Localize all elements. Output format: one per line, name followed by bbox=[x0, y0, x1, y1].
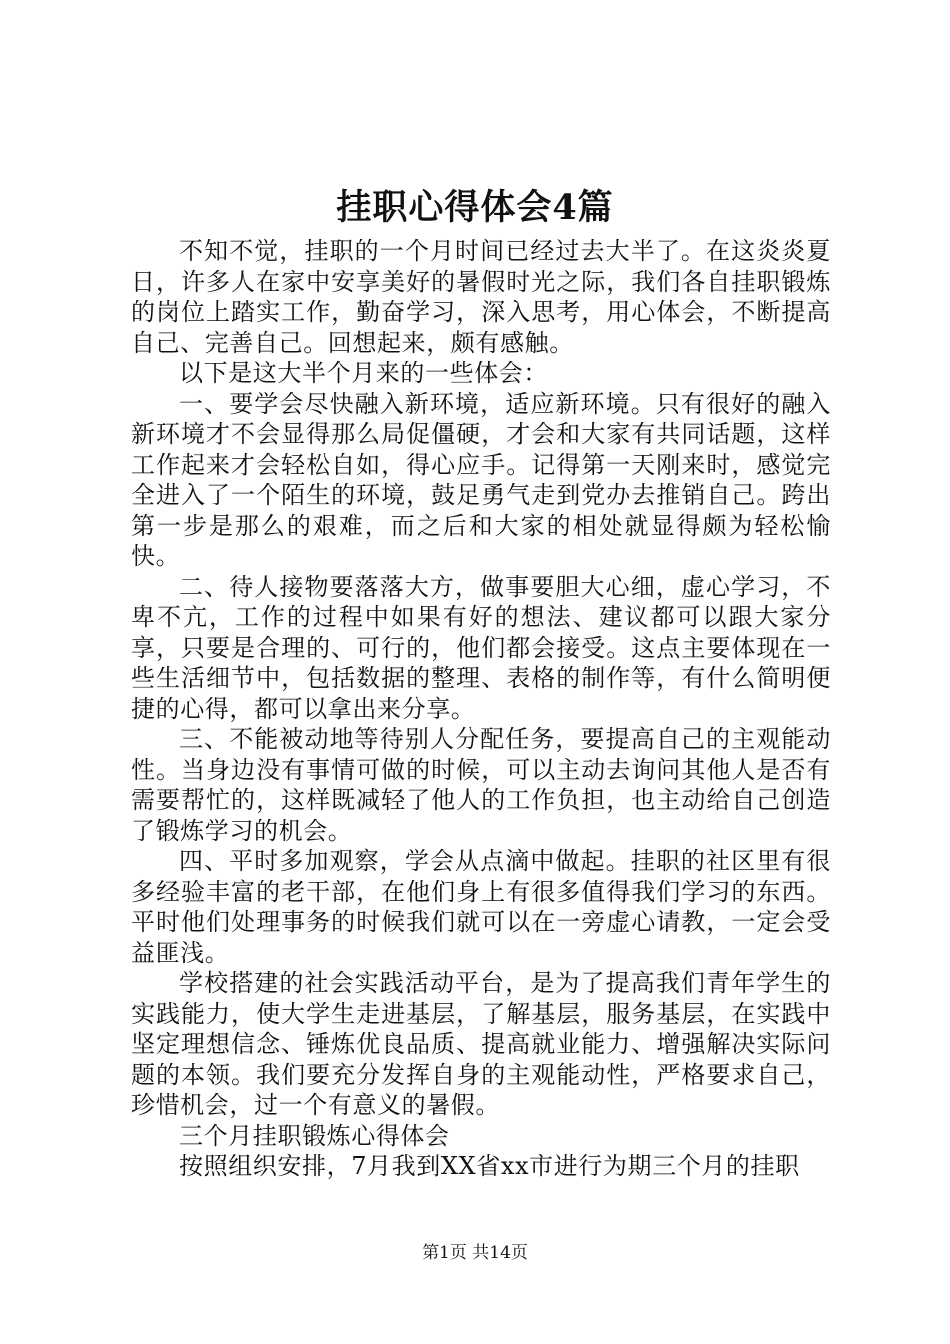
page-footer bbox=[0, 1241, 950, 1265]
paragraph: 三、不能被动地等待别人分配任务，要提高自己的主观能动性。当身边没有事情可做的时候，可以主动去询问其他人是否有需要帮忙的，这样既减轻了他人的工作负担，也主动给自己创造了锻炼学习的机会。 bbox=[131, 725, 831, 845]
paragraph: 一、要学会尽快融入新环境，适应新环境。只有很好的融入新环境才不会显得那么局促僵硬，才会和大家有共同话题，这样工作起来才会轻松自如，得心应手。记得第一天刚来时，感觉完全进入了一个陌生的环境，鼓足勇气走到党办去推销自己。跨出第一步是那么的艰难，而之后和大家的相处就显得颇为轻松愉快。 bbox=[131, 389, 831, 570]
document-body bbox=[131, 236, 831, 1182]
document-title: 挂职心得体会4篇 bbox=[336, 187, 614, 228]
page-total: 共14页 bbox=[472, 1243, 528, 1263]
paragraph: 四、平时多加观察，学会从点滴中做起。挂职的社区里有很多经验丰富的老干部，在他们身上有很多值得我们学习的东西。平时他们处理事务的时候我们就可以在一旁虚心请教，一定会受益匪浅。 bbox=[131, 847, 831, 967]
page-number: 第1页 bbox=[422, 1243, 467, 1263]
paragraph: 学校搭建的社会实践活动平台，是为了提高我们青年学生的实践能力，使大学生走进基层，了解基层，服务基层，在实践中坚定理想信念、锤炼优良品质、提高就业能力、增强解决实际问题的本领。我们要充分发挥自身的主观能动性，严格要求自己，珍惜机会，过一个有意义的暑假。 bbox=[131, 969, 831, 1119]
paragraph: 二、待人接物要落落大方，做事要胆大心细，虚心学习，不卑不亢，工作的过程中如果有好的想法、建议都可以跟大家分享，只要是合理的、可行的，他们都会接受。这点主要体现在一些生活细节中，包括数据的整理、表格的制作等，有什么简明便捷的心得，都可以拿出来分享。 bbox=[131, 572, 831, 723]
paragraph: 不知不觉，挂职的一个月时间已经过去大半了。在这炎炎夏日，许多人在家中安享美好的暑假时光之际，我们各自挂职锻炼的岗位上踏实工作，勤奋学习，深入思考，用心体会，不断提高自己、完善自己。回想起来，颇有感触。 bbox=[131, 237, 831, 357]
section-heading: 三个月挂职锻炼心得体会 bbox=[179, 1121, 450, 1150]
paragraph: 以下是这大半个月来的一些体会： bbox=[179, 359, 548, 387]
paragraph: 按照组织安排，7月我到XX省xx市进行为期三个月的挂职 bbox=[179, 1152, 800, 1180]
